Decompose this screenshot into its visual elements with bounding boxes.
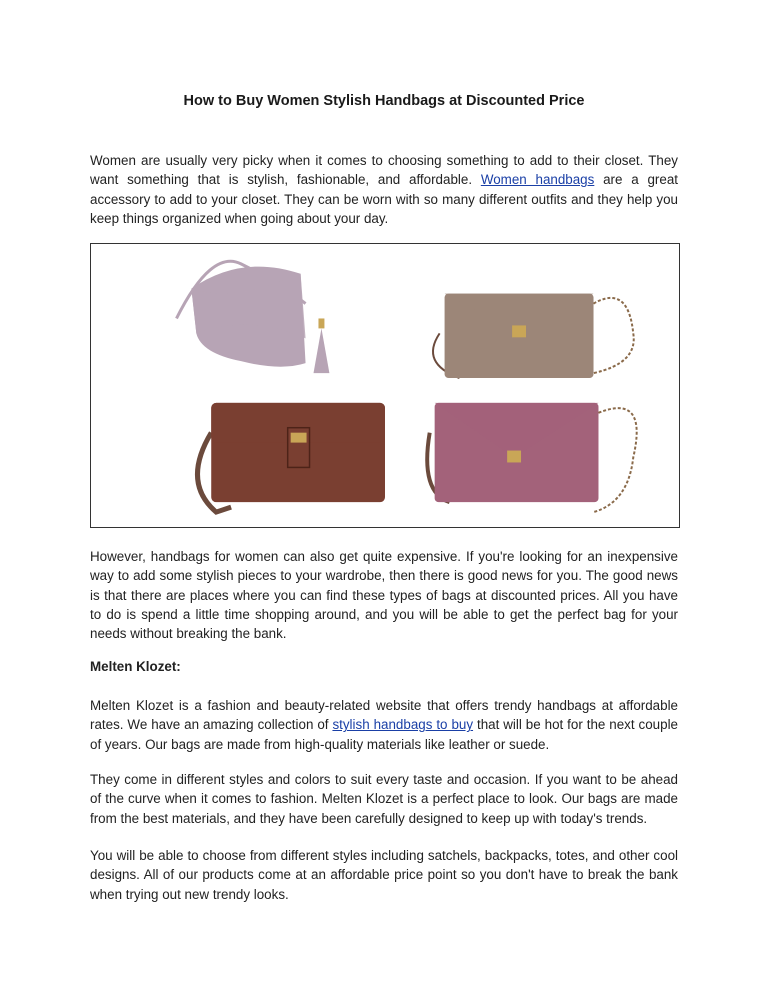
melten-text-start: Melten Klozet is a fashion and beauty-related website that offers trendy handbags at affordable rates. We have an amazing collection of xyxy=(90,698,678,733)
page-title: How to Buy Women Stylish Handbags at Discounted Price xyxy=(183,93,585,109)
section-heading: Melten Klozet: xyxy=(90,659,181,674)
stylish-handbags-link[interactable]: stylish handbags to buy xyxy=(332,717,474,733)
brown-woven-clutch xyxy=(197,403,385,512)
women-handbags-link[interactable]: Women handbags xyxy=(480,172,595,188)
taupe-chain-clutch xyxy=(433,294,634,378)
paragraph-styles: They come in different styles and colors to suit every taste and occasion. If you want to be ahead of the curve when it comes to fashion. Melten Klozet is a perfect place to look. Our bags are made from the best materials, and they have been carefully designed to keep up with today's trends. xyxy=(90,772,678,826)
melten-text-end: that will be hot for the next couple of years. Our bags are made from high-quality materials like leather or suede. xyxy=(90,717,678,752)
lilac-tassel-bag xyxy=(174,261,329,408)
paragraph-choose: You will be able to choose from different styles including satchels, backpacks, totes, and other cool designs. All of our products come at an affordable price point so you don't have to break the bank when trying out new trendy looks. xyxy=(90,848,678,902)
intro-text-start: Women are usually very picky when it comes to choosing something to add to their closet. They want something that is stylish, fashionable, and affordable. xyxy=(90,153,678,188)
handbags-image xyxy=(90,243,680,528)
paragraph-expensive: However, handbags for women can also get quite expensive. If you're looking for an inexpensive way to add some stylish pieces to your wardrobe, then there is good news for you. The good news is that there are places where you can find these types of bags at discounted prices. All you have to do is spend a little time shopping around, and you will be able to get the perfect bag for your needs without breaking the bank. xyxy=(90,549,678,642)
intro-text-end: are a great accessory to add to your closet. They can be worn with so many different outfits and they help you keep things organized when going about your day. xyxy=(90,172,678,226)
mauve-chain-clutch xyxy=(427,403,636,512)
intro-paragraph xyxy=(90,151,678,228)
paragraph-melten xyxy=(90,696,678,754)
